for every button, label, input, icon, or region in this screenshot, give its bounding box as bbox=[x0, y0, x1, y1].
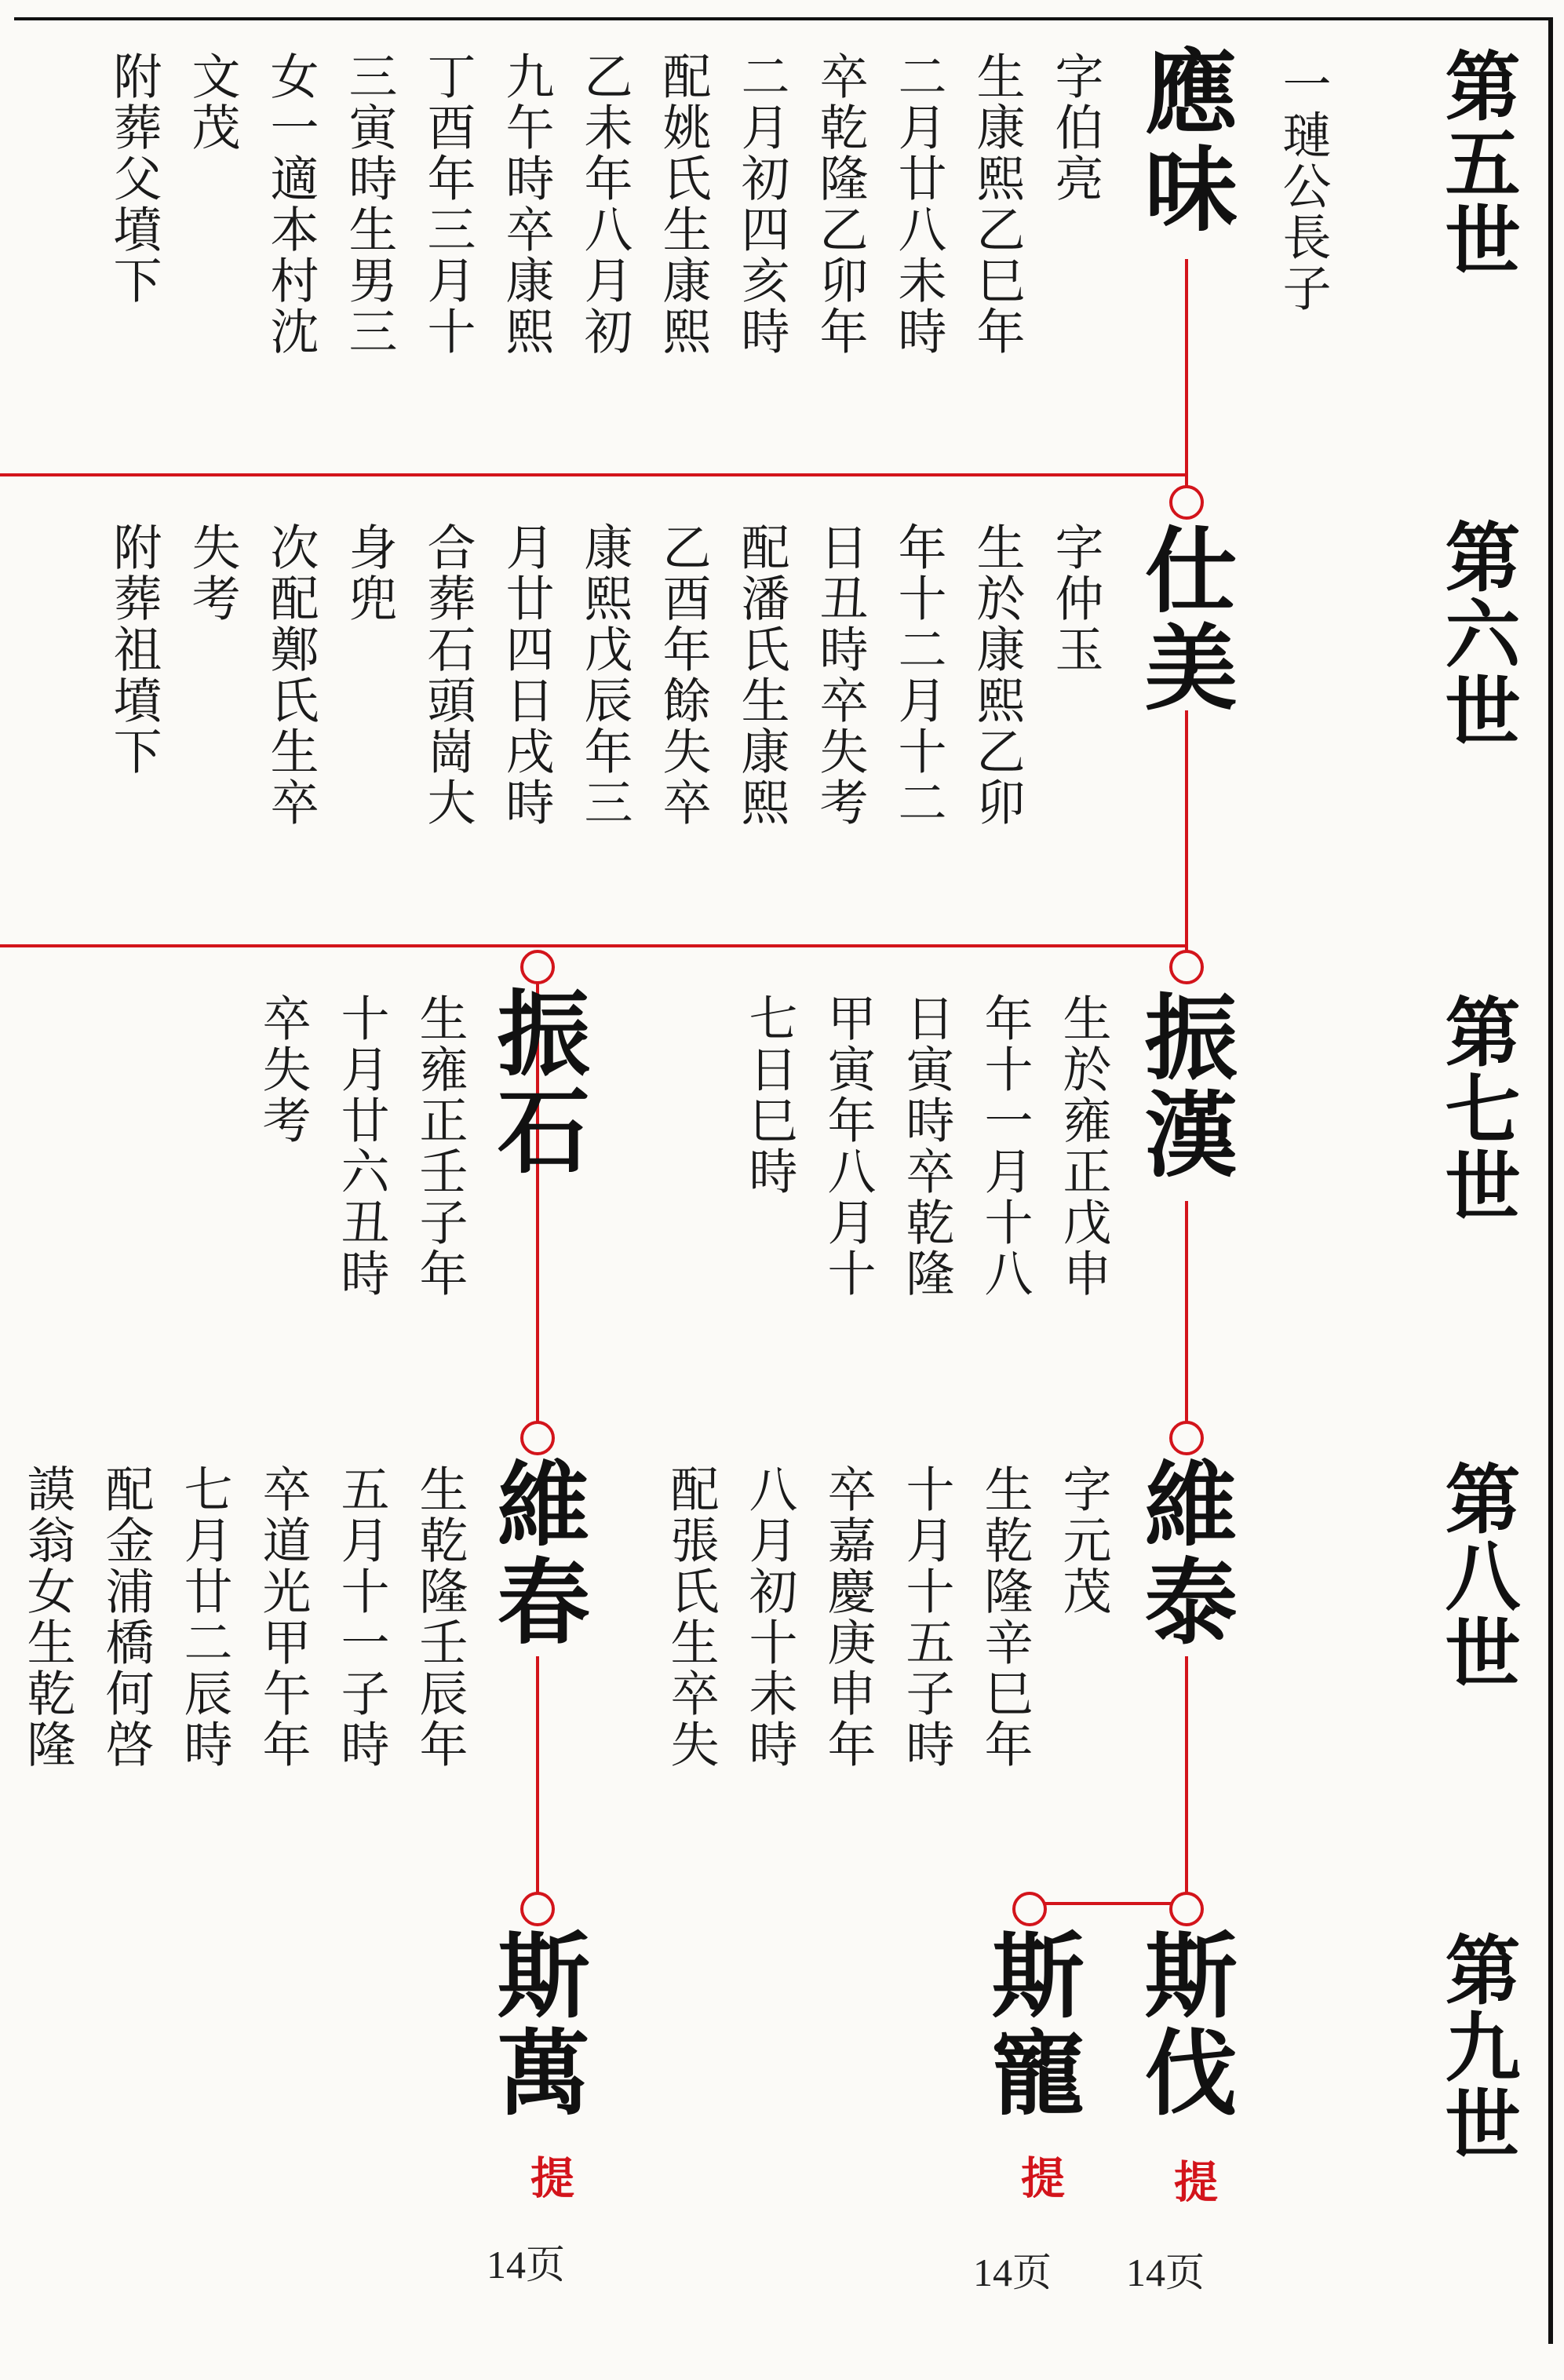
bio-line: 乙酉年餘失卒 bbox=[654, 522, 712, 828]
bio-line: 生於雍正戊申 bbox=[1055, 993, 1112, 1299]
node-zhenshi bbox=[522, 951, 553, 983]
person-name-weichun: 維春 bbox=[481, 1456, 591, 1651]
person-name-zhenhan: 振漢 bbox=[1128, 989, 1238, 1184]
bio-line: 七月廿二辰時 bbox=[176, 1464, 233, 1770]
bio-line: 身兜 bbox=[341, 522, 398, 624]
person-name-sifa: 斯伐 bbox=[1128, 1927, 1238, 2122]
node-sifa bbox=[1171, 1893, 1202, 1925]
person-name-yingwei: 應味 bbox=[1128, 43, 1238, 238]
bio-line: 字元茂 bbox=[1055, 1464, 1112, 1617]
bio-line: 甲寅年八月十 bbox=[819, 993, 877, 1299]
bio-line: 謨翁女生乾隆 bbox=[19, 1464, 76, 1770]
bio-line: 合葬石頭崗大 bbox=[419, 522, 476, 828]
bio-line: 配張氏生卒失 bbox=[662, 1464, 720, 1770]
bio-line: 生雍正壬子年 bbox=[411, 993, 468, 1299]
bio-line: 生乾隆辛巳年 bbox=[976, 1464, 1034, 1770]
bio-line: 生於康熙乙卯 bbox=[968, 522, 1026, 828]
bio-line: 字仲玉 bbox=[1047, 522, 1104, 675]
bio-line: 文茂 bbox=[184, 51, 241, 153]
bio-line: 年十一月十八 bbox=[976, 993, 1034, 1299]
bio-line: 三寅時生男三 bbox=[341, 51, 398, 357]
bio-line: 七日巳時 bbox=[741, 993, 798, 1197]
yingwei-biography bbox=[78, 51, 1114, 357]
shimei-biography bbox=[78, 522, 1114, 828]
weitai-biography bbox=[651, 1464, 1122, 1770]
bio-line: 乙未年八月初 bbox=[576, 51, 633, 357]
ti-mark-siwan: 提 bbox=[523, 2155, 575, 2199]
bio-line: 丁酉年三月十 bbox=[419, 51, 476, 357]
node-sichong bbox=[1014, 1893, 1045, 1925]
page-ref-siwan: 14页 bbox=[487, 2243, 565, 2287]
person-name-sichong: 斯寵 bbox=[975, 1927, 1085, 2122]
node-zhenhan bbox=[1171, 951, 1202, 983]
person-name-siwan: 斯萬 bbox=[481, 1927, 591, 2122]
bio-line: 字伯亮 bbox=[1047, 51, 1104, 204]
bio-line: 附葬父墳下 bbox=[105, 51, 162, 306]
generation-label-7: 第七世 bbox=[1433, 993, 1522, 1224]
person-name-weitai: 維泰 bbox=[1128, 1456, 1238, 1651]
bio-line: 月廿四日戌時 bbox=[498, 522, 555, 828]
ti-mark-sichong: 提 bbox=[1014, 2155, 1066, 2199]
bio-line: 女一適本村沈 bbox=[262, 51, 319, 357]
bio-line: 配金浦橋何啓 bbox=[97, 1464, 155, 1770]
bio-line: 失考 bbox=[184, 522, 241, 624]
bio-line: 日寅時卒乾隆 bbox=[898, 993, 955, 1299]
weichun-biography bbox=[8, 1464, 479, 1770]
bio-line: 年十二月十二 bbox=[890, 522, 947, 828]
ti-mark-sifa: 提 bbox=[1167, 2159, 1219, 2203]
node-siwan bbox=[522, 1893, 553, 1925]
bio-line: 卒失考 bbox=[254, 993, 312, 1146]
bio-line: 配姚氏生康熙 bbox=[654, 51, 712, 357]
page-ref-sichong: 14页 bbox=[973, 2250, 1052, 2294]
page-ref-sifa: 14页 bbox=[1126, 2250, 1205, 2294]
bio-line: 附葬祖墳下 bbox=[105, 522, 162, 777]
bio-line: 卒道光甲午年 bbox=[254, 1464, 312, 1770]
zhenshi-biography bbox=[243, 993, 479, 1299]
person-name-shimei: 仕美 bbox=[1128, 522, 1238, 717]
bio-line: 九午時卒康熙 bbox=[498, 51, 555, 357]
bio-line: 配潘氏生康熙 bbox=[733, 522, 790, 828]
node-weitai bbox=[1171, 1422, 1202, 1454]
bio-line: 生乾隆壬辰年 bbox=[411, 1464, 468, 1770]
bio-line: 日丑時卒失考 bbox=[811, 522, 869, 828]
bio-line: 八月初十未時 bbox=[741, 1464, 798, 1770]
bio-line: 五月十一子時 bbox=[333, 1464, 390, 1770]
bio-line: 生康熙乙巳年 bbox=[968, 51, 1026, 357]
bio-line: 卒乾隆乙卯年 bbox=[811, 51, 869, 357]
bio-line: 二月初四亥時 bbox=[733, 51, 790, 357]
bio-line: 次配鄭氏生卒 bbox=[262, 522, 319, 828]
generation-label-6: 第六世 bbox=[1433, 518, 1522, 749]
zhenhan-biography bbox=[730, 993, 1122, 1299]
generation-label-9: 第九世 bbox=[1433, 1931, 1522, 2162]
bio-line: 十月廿六丑時 bbox=[333, 993, 390, 1299]
yingwei-note: 一璉公長子 bbox=[1274, 59, 1332, 314]
bio-line: 卒嘉慶庚申年 bbox=[819, 1464, 877, 1770]
person-name-zhenshi: 振石 bbox=[481, 985, 591, 1180]
generation-label-8: 第八世 bbox=[1433, 1460, 1522, 1691]
node-shimei bbox=[1171, 487, 1202, 518]
bio-line: 康熙戊辰年三 bbox=[576, 522, 633, 828]
node-weichun bbox=[522, 1422, 553, 1454]
bio-line: 十月十五子時 bbox=[898, 1464, 955, 1770]
generation-label-5: 第五世 bbox=[1433, 47, 1522, 278]
bio-line: 二月廿八未時 bbox=[890, 51, 947, 357]
